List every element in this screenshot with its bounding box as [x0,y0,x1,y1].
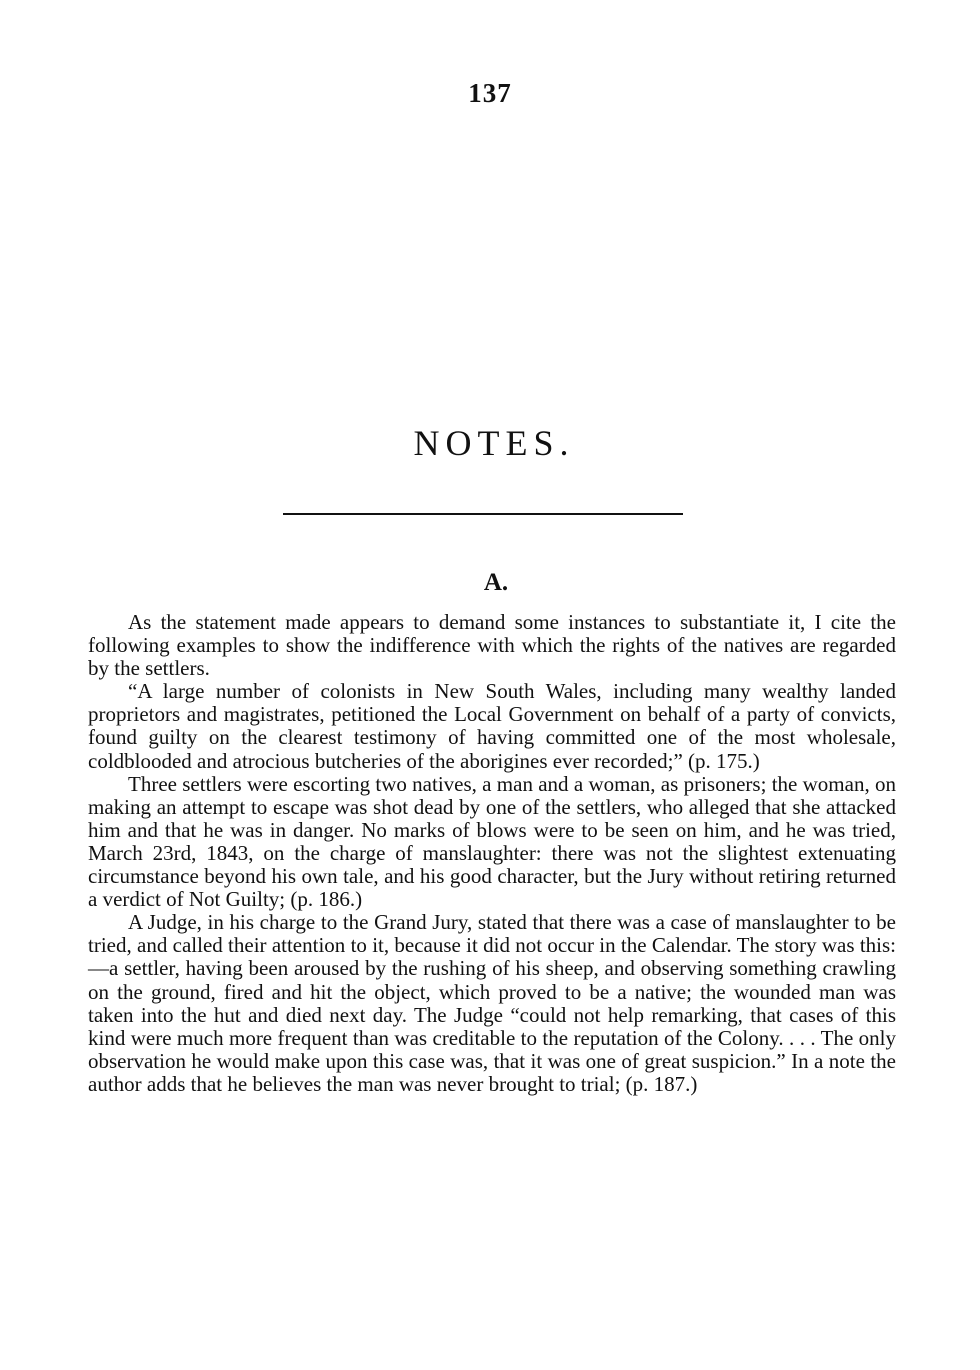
page-number: 137 [468,78,512,108]
note-heading: A. [483,569,509,596]
title-divider [283,513,683,515]
paragraph-judge-charge: A Judge, in his charge to the Grand Jury, stated that there was a case of manslaughter to be tried, and called their attention to it, because it did not occur in the Calendar. The story was this:—a settler, having been aroused by the rushing of his sheep, and observing something crawling on the ground, fired and hit the object, which proved to be a native; the wounded man was taken into the hut and died next day. The Judge “could not help remarking, that cases of this kind were much more frequent than was creditable to the reputation of the Colony. . . . The only observation he would make upon this case was, that it was one of great suspicion.” In a note the author adds that he believes the man was never brought to trial; (p. 187.) [88,910,896,1096]
paragraph-escort-case: Three settlers were escorting two natives, a man and a woman, as prisoners; the woman, on making an attempt to escape was shot dead by one of the settlers, who alleged that she attacked him and that he was in danger. No marks of blows were to be seen on him, and he was tried, March 23rd, 1843, on the charge of manslaughter: there was not the slightest extenuating circumstance beyond his own tale, and his good character, but the Jury without retiring returned a verdict of Not Guilty; (p. 186.) [88,771,896,912]
paragraph-petition-quote: “A large number of colonists in New South Wales, including many wealthy landed proprietors and magistrates, petitioned the Local Government on behalf of a party of convicts, found guilty on the clearest testimony of having committed one of the most wholesale, coldblooded and atrocious butcheries of the aborigines ever recorded;” (p. 175.) [88,679,896,773]
note-body [88,611,896,1096]
paragraph-intro: As the statement made appears to demand some instances to substantiate it, I cite the following examples to show the indifference with which the rights of the natives are regarded by the settlers. [88,610,896,681]
section-title: NOTES. [413,423,575,463]
